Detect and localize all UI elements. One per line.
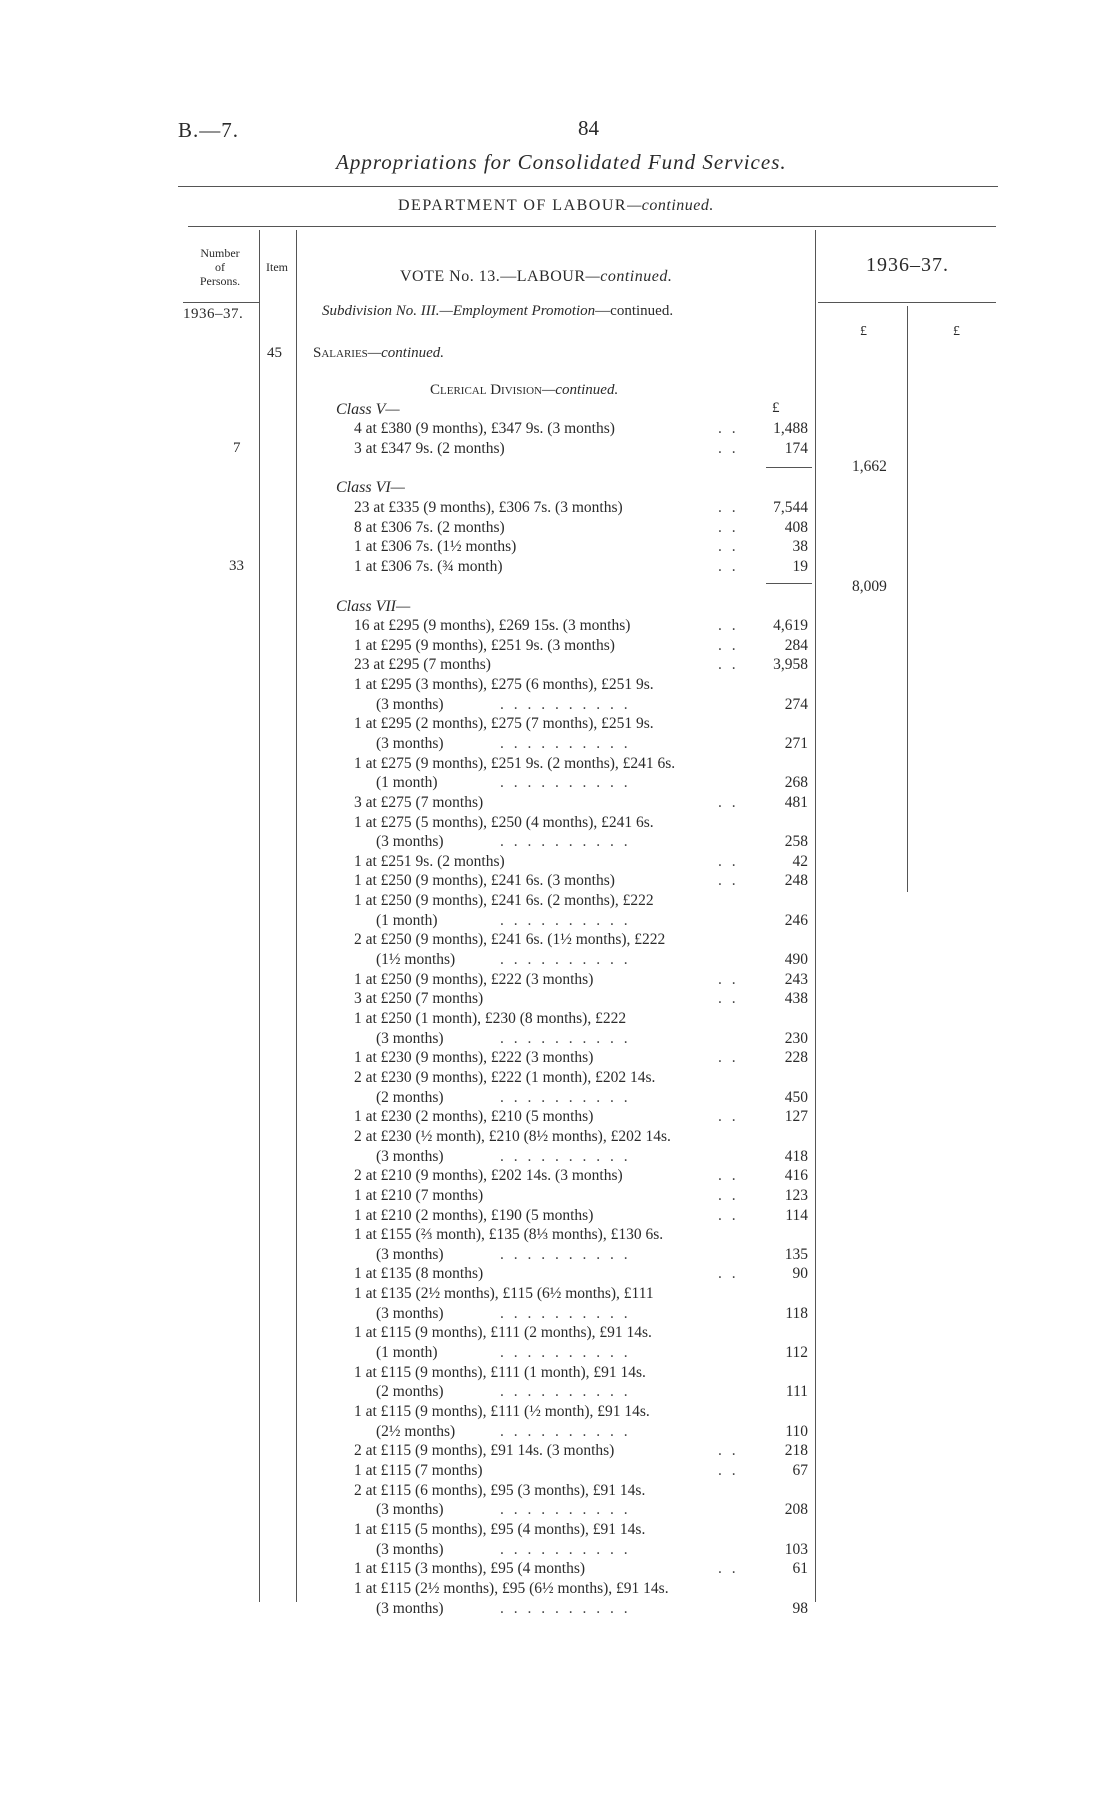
leader-dots: . . . . . . . . . .	[500, 833, 631, 851]
salary-row-text: 1 at £115 (3 months), £95 (4 months)	[354, 1560, 586, 1578]
rule-table-top	[188, 226, 996, 227]
clerical-suffix: —continued.	[541, 382, 619, 398]
leader-dots: . .	[718, 636, 739, 654]
salary-row	[0, 1501, 1114, 1521]
salary-row-text: 1 at £250 (9 months), £241 6s. (3 months)	[354, 872, 615, 890]
salary-amount: 112	[785, 1344, 808, 1362]
class6-sum-rule	[766, 583, 812, 584]
salary-row-text: 1 at £115 (7 months)	[354, 1461, 483, 1479]
salary-row-line	[0, 755, 1114, 775]
salary-row	[0, 1423, 1114, 1443]
salary-row	[0, 1148, 1114, 1168]
salary-amount: 114	[785, 1206, 808, 1224]
year-header: 1936–37.	[866, 254, 949, 276]
leader-dots: . . . . . . . . . .	[500, 1147, 631, 1165]
salary-amount: 268	[784, 774, 808, 792]
salary-amount: 208	[784, 1501, 808, 1519]
pound-column-2: £	[953, 324, 960, 339]
salary-row-text: 1 at £251 9s. (2 months)	[354, 852, 505, 870]
salary-row	[0, 1541, 1114, 1561]
rule-year-header	[818, 302, 996, 303]
leader-dots: . .	[718, 1461, 739, 1479]
salary-row-line	[0, 1010, 1114, 1030]
salary-row-continuation: (3 months)	[376, 833, 444, 851]
salary-row	[0, 1049, 1114, 1069]
salary-row-continuation: (3 months)	[376, 1245, 444, 1263]
salary-row-text: 1 at £306 7s. (¾ month)	[354, 557, 503, 575]
salary-row-continuation: (3 months)	[376, 1147, 444, 1165]
salary-row	[0, 774, 1114, 794]
leader-dots: . .	[718, 617, 739, 634]
salary-row	[0, 656, 1114, 676]
salary-row	[0, 1030, 1114, 1050]
class5-label: Class V—	[336, 401, 400, 418]
salary-row-text: 1 at £210 (7 months)	[354, 1186, 484, 1204]
subdivision-heading	[322, 303, 673, 320]
salary-row-line	[0, 1128, 1114, 1148]
salary-row-continuation: (1 month)	[376, 774, 438, 792]
pound-column-1: £	[860, 324, 867, 339]
salary-row-continuation: (3 months)	[376, 1029, 444, 1047]
leader-dots: . .	[718, 1560, 739, 1578]
number-of-persons-header	[185, 246, 255, 288]
salary-amount: 3,958	[773, 656, 808, 674]
salary-row-continuation: (3 months)	[376, 695, 444, 713]
salary-row	[0, 696, 1114, 716]
salary-amount: 123	[784, 1186, 808, 1204]
salary-row	[0, 951, 1114, 971]
salary-row-text: 8 at £306 7s. (2 months)	[354, 518, 505, 536]
salary-row-continuation: (3 months)	[376, 734, 444, 752]
salary-row-continuation: (3 months)	[376, 1599, 444, 1617]
salary-row-text: 1 at £250 (9 months), £222 (3 months)	[354, 970, 594, 988]
salary-amount: 246	[784, 911, 808, 929]
salary-row	[0, 912, 1114, 932]
persons-header-line2: of	[215, 260, 225, 274]
department-heading	[398, 197, 714, 215]
salary-amount: 111	[785, 1383, 808, 1401]
salary-amount: 258	[784, 833, 808, 851]
salary-row	[0, 440, 1114, 460]
year-left: 1936–37.	[183, 306, 244, 322]
leader-dots: . .	[718, 656, 739, 674]
salary-row	[0, 538, 1114, 558]
salary-row-text: 1 at £115 (5 months), £95 (4 months), £91 14s.	[354, 1520, 646, 1538]
salary-row	[0, 1108, 1114, 1128]
salary-amount: 490	[784, 951, 808, 969]
class6-total: 8,009	[852, 578, 887, 595]
salary-row	[0, 1305, 1114, 1325]
leader-dots: . .	[718, 1167, 739, 1185]
class5-sum-rule	[766, 467, 812, 468]
clerical-pound-sign: £	[772, 400, 780, 416]
salary-row-text: 23 at £335 (9 months), £306 7s. (3 months)	[354, 499, 623, 516]
salary-row	[0, 1383, 1114, 1403]
salary-amount: 127	[784, 1108, 808, 1126]
clerical-heading	[430, 382, 618, 399]
leader-dots: . . . . . . . . . .	[500, 1344, 631, 1362]
leader-dots: . . . . . . . . . .	[500, 734, 631, 752]
salary-row-text: 1 at £306 7s. (1½ months)	[354, 538, 517, 555]
page-title: Appropriations for Consolidated Fund Services.	[336, 150, 787, 174]
salary-amount: 418	[784, 1147, 808, 1165]
salary-row-line	[0, 892, 1114, 912]
salary-amount: 174	[784, 440, 808, 457]
leader-dots: . . . . . . . . . .	[500, 1501, 631, 1519]
leader-dots: . . . . . . . . . .	[500, 1599, 631, 1617]
salary-row-text: 2 at £210 (9 months), £202 14s. (3 months)	[354, 1167, 623, 1185]
salary-row-text: 1 at £210 (2 months), £190 (5 months)	[354, 1206, 594, 1224]
salary-row-text: 4 at £380 (9 months), £347 9s. (3 months)	[354, 420, 615, 437]
leader-dots: . . . . . . . . . .	[500, 951, 631, 969]
salary-row-continuation: (2 months)	[376, 1088, 444, 1106]
salary-row-text: 1 at £250 (9 months), £241 6s. (2 months), £222	[354, 892, 654, 910]
leader-dots: . .	[718, 1049, 739, 1067]
salary-amount: 38	[792, 538, 808, 555]
salary-amount: 481	[784, 793, 808, 811]
salary-row	[0, 519, 1114, 539]
salaries-suffix: —continued.	[367, 345, 445, 361]
salary-row-text: 3 at £250 (7 months)	[354, 990, 484, 1008]
leader-dots: . . . . . . . . . .	[500, 1029, 631, 1047]
salary-amount: 438	[784, 990, 808, 1008]
salary-row	[0, 1560, 1114, 1580]
salary-row-continuation: (1 month)	[376, 1344, 438, 1362]
salary-row	[0, 1442, 1114, 1462]
salary-row-continuation: (3 months)	[376, 1304, 444, 1322]
salary-row-continuation: (2½ months)	[376, 1422, 456, 1440]
leader-dots: . .	[718, 970, 739, 988]
class6-label: Class VI—	[336, 479, 405, 496]
salary-row-text: 3 at £275 (7 months)	[354, 793, 484, 811]
item-header: Item	[266, 260, 288, 274]
leader-dots: . .	[718, 1186, 739, 1204]
salary-amount: 118	[785, 1304, 808, 1322]
salary-amount: 416	[784, 1167, 808, 1185]
clerical-label: Clerical Division	[430, 382, 542, 398]
salary-row-line	[0, 1285, 1114, 1305]
salary-row-text: 1 at £115 (2½ months), £95 (6½ months), £91 14s.	[354, 1579, 669, 1597]
salary-row-text: 1 at £115 (9 months), £111 (2 months), £91 14s.	[354, 1324, 652, 1342]
leader-dots: . . . . . . . . . .	[500, 1245, 631, 1263]
salary-row	[0, 1344, 1114, 1364]
salary-row	[0, 1167, 1114, 1187]
salary-amount: 103	[784, 1540, 808, 1558]
salary-row-continuation: (1 month)	[376, 911, 438, 929]
salary-amount: 1,488	[773, 420, 808, 437]
document-code: B.—7.	[178, 118, 240, 142]
salary-row-text: 1 at £115 (9 months), £111 (½ month), £91 14s.	[354, 1403, 650, 1420]
salary-row	[0, 1089, 1114, 1109]
salary-row-text: 1 at £135 (8 months)	[354, 1265, 484, 1283]
salary-row-continuation: (2 months)	[376, 1383, 444, 1401]
vote-title	[400, 268, 672, 286]
salary-row	[0, 990, 1114, 1010]
salary-row-line	[0, 1403, 1114, 1423]
salary-amount: 98	[792, 1599, 808, 1617]
salary-row-text: 1 at £230 (9 months), £222 (3 months)	[354, 1049, 594, 1067]
salary-amount: 61	[792, 1560, 808, 1578]
salary-row-text: 3 at £347 9s. (2 months)	[354, 440, 505, 457]
salary-amount: 19	[792, 557, 808, 575]
class5-persons: 7	[233, 440, 241, 456]
leader-dots: . .	[718, 518, 739, 536]
rule-top	[178, 186, 998, 187]
department-name: DEPARTMENT OF LABOUR	[398, 197, 628, 214]
salary-row-text: 2 at £115 (6 months), £95 (3 months), £91 14s.	[354, 1481, 646, 1499]
class5-total: 1,662	[852, 458, 887, 475]
leader-dots: . .	[718, 1265, 739, 1283]
leader-dots: . .	[718, 499, 739, 516]
salary-row-line	[0, 676, 1114, 696]
leader-dots: . .	[718, 538, 739, 555]
salary-row	[0, 1462, 1114, 1482]
salary-amount: 274	[784, 695, 808, 713]
salary-row	[0, 420, 1114, 440]
salary-amount: 110	[785, 1422, 808, 1440]
salary-row-continuation: (1½ months)	[376, 951, 456, 969]
salary-row	[0, 735, 1114, 755]
subdivision-suffix: —continued.	[595, 303, 674, 319]
salary-row	[0, 971, 1114, 991]
salary-amount: 408	[784, 518, 808, 536]
salary-row-line	[0, 1482, 1114, 1502]
salary-row-text: 1 at £295 (9 months), £251 9s. (3 months)	[354, 636, 615, 654]
salary-row	[0, 833, 1114, 853]
salary-row	[0, 1600, 1114, 1620]
leader-dots: . . . . . . . . . .	[500, 911, 631, 929]
vote-title-suffix: —continued.	[585, 268, 673, 285]
salary-row-continuation: (3 months)	[376, 1501, 444, 1519]
leader-dots: . .	[718, 793, 739, 811]
leader-dots: . .	[718, 1442, 739, 1460]
salary-row	[0, 617, 1114, 637]
salaries-label: Salaries	[313, 345, 368, 361]
salary-row-text: 1 at £250 (1 month), £230 (8 months), £222	[354, 1010, 627, 1027]
salary-row-text: 2 at £230 (½ month), £210 (8½ months), £202 14s.	[354, 1127, 671, 1145]
salary-row-line	[0, 1580, 1114, 1600]
salary-row	[0, 1265, 1114, 1285]
class7-label: Class VII—	[336, 598, 411, 615]
salary-row-text: 23 at £295 (7 months)	[354, 656, 491, 674]
salary-row	[0, 499, 1114, 519]
salary-row	[0, 1187, 1114, 1207]
salary-row-text: 1 at £155 (⅔ month), £135 (8⅓ months), £130 6s.	[354, 1226, 664, 1244]
salary-row-text: 1 at £275 (5 months), £250 (4 months), £241 6s.	[354, 813, 654, 831]
leader-dots: . .	[718, 420, 739, 437]
salary-amount: 248	[784, 872, 808, 890]
salary-row-text: 16 at £295 (9 months), £269 15s. (3 months)	[354, 617, 631, 634]
salary-amount: 284	[784, 636, 808, 654]
salary-row-text: 1 at £295 (3 months), £275 (6 months), £251 9s.	[354, 675, 654, 693]
leader-dots: . . . . . . . . . .	[500, 695, 631, 713]
leader-dots: . . . . . . . . . .	[500, 1422, 631, 1440]
leader-dots: . . . . . . . . . .	[500, 1383, 631, 1401]
salary-row-text: 1 at £295 (2 months), £275 (7 months), £251 9s.	[354, 715, 654, 733]
leader-dots: . .	[718, 872, 739, 890]
salary-amount: 7,544	[773, 499, 808, 516]
salary-amount: 218	[784, 1442, 808, 1460]
salary-row-text: 1 at £115 (9 months), £111 (1 month), £91 14s.	[354, 1363, 646, 1381]
salary-amount: 243	[784, 970, 808, 988]
salary-row-text: 2 at £250 (9 months), £241 6s. (1½ months), £222	[354, 931, 666, 949]
salary-row-line	[0, 1226, 1114, 1246]
salary-amount: 271	[784, 734, 808, 752]
rule-persons-header	[183, 302, 259, 303]
salary-row-line	[0, 931, 1114, 951]
salary-amount: 67	[792, 1461, 808, 1479]
salary-row	[0, 872, 1114, 892]
salary-row	[0, 1207, 1114, 1227]
leader-dots: . .	[718, 990, 739, 1008]
leader-dots: . . . . . . . . . .	[500, 774, 631, 792]
salary-amount: 4,619	[773, 617, 808, 634]
salary-row-text: 2 at £115 (9 months), £91 14s. (3 months)	[354, 1442, 615, 1460]
page-number: 84	[578, 116, 599, 140]
leader-dots: . .	[718, 1206, 739, 1224]
leader-dots: . .	[718, 557, 739, 575]
salary-row	[0, 1246, 1114, 1266]
salary-row-continuation: (3 months)	[376, 1540, 444, 1558]
persons-header-line1: Number	[200, 246, 240, 260]
salary-amount: 90	[792, 1265, 808, 1283]
salary-row-line	[0, 1521, 1114, 1541]
salary-amount: 135	[784, 1245, 808, 1263]
salary-row	[0, 558, 1114, 578]
department-suffix: —continued.	[627, 197, 714, 214]
salary-row-line	[0, 715, 1114, 735]
salary-row-line	[0, 1364, 1114, 1384]
class6-persons: 33	[229, 558, 244, 574]
salary-amount: 228	[784, 1049, 808, 1067]
salary-amount: 42	[792, 852, 808, 870]
salaries-heading	[313, 345, 444, 362]
leader-dots: . . . . . . . . . .	[500, 1540, 631, 1558]
salary-amount: 230	[784, 1029, 808, 1047]
salary-amount: 450	[784, 1088, 808, 1106]
salary-row	[0, 853, 1114, 873]
leader-dots: . .	[718, 852, 739, 870]
leader-dots: . .	[718, 440, 739, 457]
item-number: 45	[267, 345, 282, 361]
salary-row	[0, 794, 1114, 814]
salary-row-line	[0, 1069, 1114, 1089]
leader-dots: . . . . . . . . . .	[500, 1088, 631, 1106]
salary-row-text: 1 at £275 (9 months), £251 9s. (2 months), £241 6s.	[354, 754, 676, 772]
salary-row-text: 1 at £135 (2½ months), £115 (6½ months), £111	[354, 1285, 654, 1303]
leader-dots: . .	[718, 1108, 739, 1126]
leader-dots: . . . . . . . . . .	[500, 1304, 631, 1322]
persons-header-line3: Persons.	[199, 274, 241, 288]
salary-row-text: 2 at £230 (9 months), £222 (1 month), £202 14s.	[354, 1068, 656, 1086]
salary-row	[0, 637, 1114, 657]
salary-row-line	[0, 1324, 1114, 1344]
salary-row-line	[0, 814, 1114, 834]
salary-row-text: 1 at £230 (2 months), £210 (5 months)	[354, 1108, 594, 1126]
vote-title-main: VOTE No. 13.—LABOUR	[400, 268, 586, 285]
subdivision-label: Subdivision No. III.—Employment Promotion	[322, 303, 596, 319]
